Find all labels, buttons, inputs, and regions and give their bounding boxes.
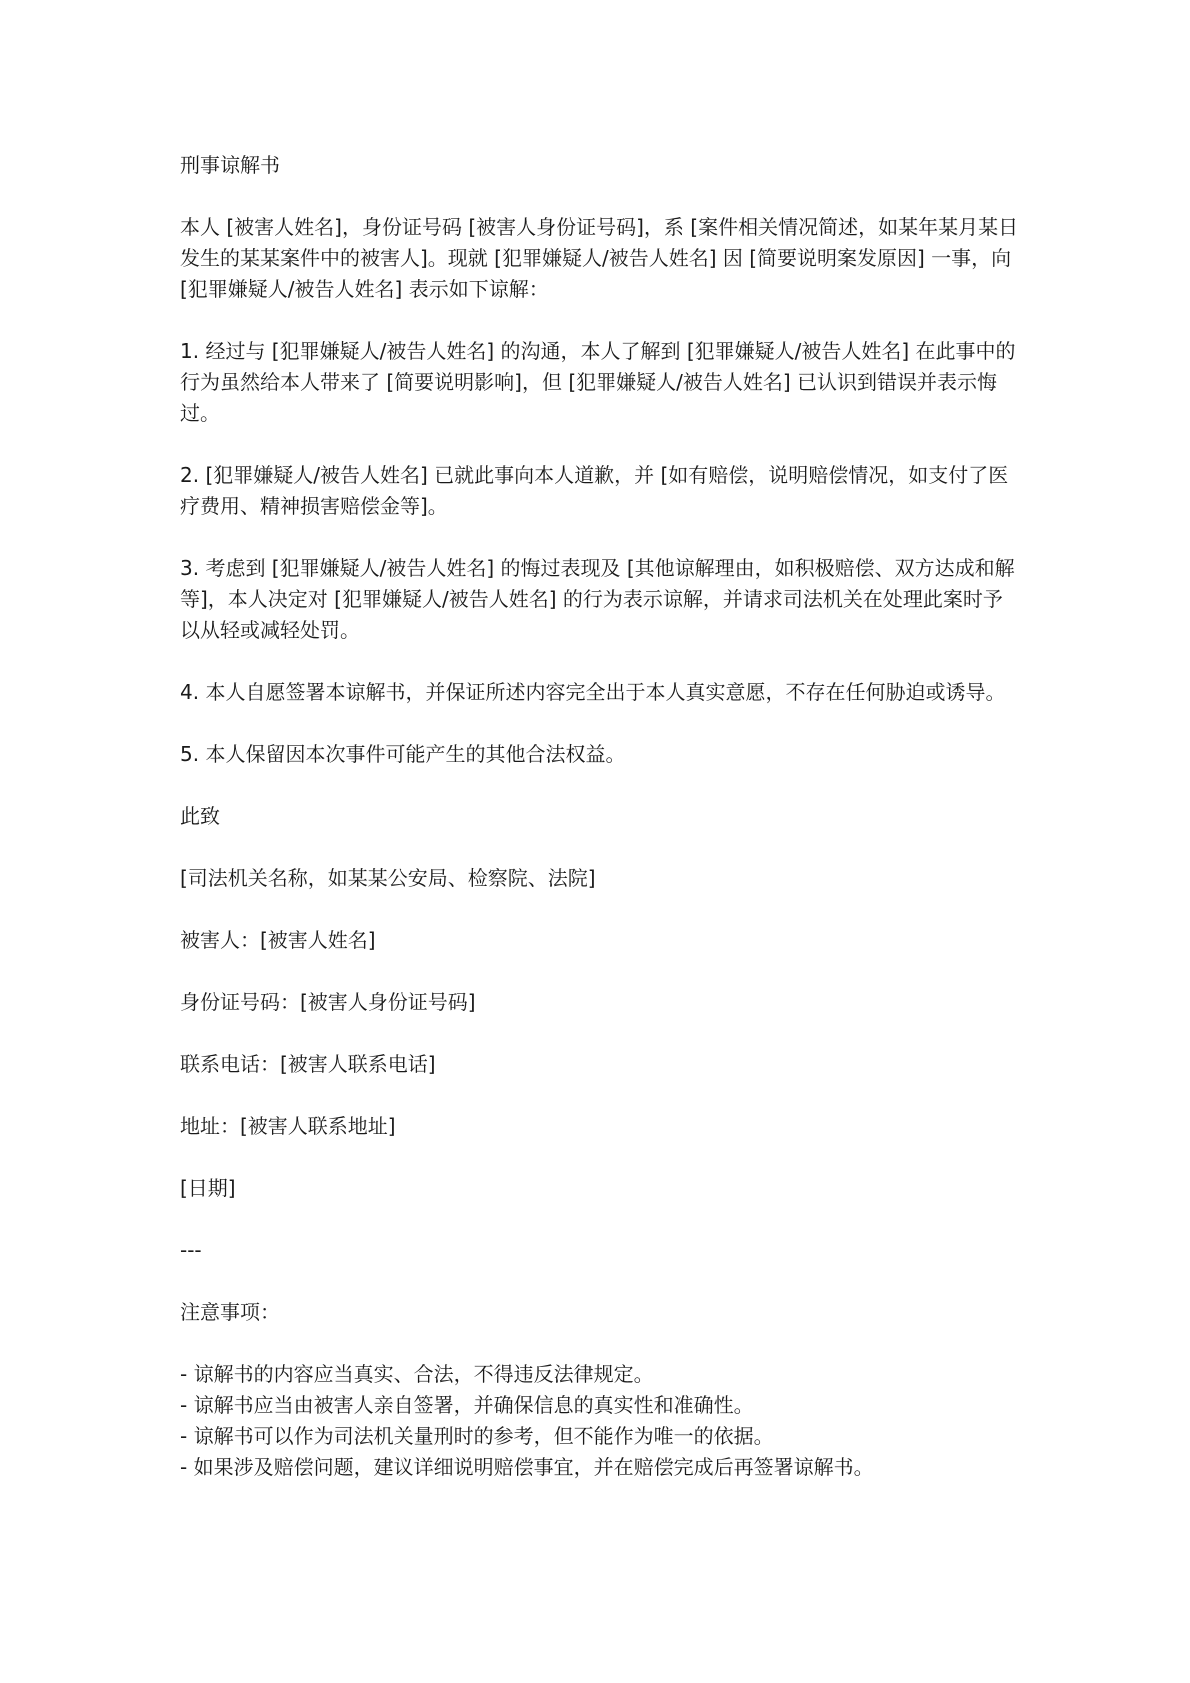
item-4: 4. 本人自愿签署本谅解书，并保证所述内容完全出于本人真实意愿，不存在任何胁迫或诱导。 — [180, 680, 1006, 704]
date-line: [日期] — [180, 1176, 236, 1200]
address-line: 地址：[被害人联系地址] — [180, 1114, 396, 1138]
item-5: 5. 本人保留因本次事件可能产生的其他合法权益。 — [180, 742, 626, 766]
note-item: - 如果涉及赔偿问题，建议详细说明赔偿事宜，并在赔偿完成后再签署谅解书。 — [180, 1455, 874, 1479]
salutation: 此致 — [180, 804, 220, 828]
id-number-line: 身份证号码：[被害人身份证号码] — [180, 990, 476, 1014]
item-1: 1. 经过与 [犯罪嫌疑人/被告人姓名] 的沟通，本人了解到 [犯罪嫌疑人/被告人姓名] 在此事中的行为虽然给本人带来了 [简要说明影响]，但 [犯罪嫌疑人/被告人姓名] 已认识到错误并表示悔过。 — [180, 339, 1016, 425]
document-title: 刑事谅解书 — [180, 153, 280, 177]
item-2: 2. [犯罪嫌疑人/被告人姓名] 已就此事向本人道歉，并 [如有赔偿，说明赔偿情况，如支付了医疗费用、精神损害赔偿金等]。 — [180, 463, 1009, 518]
note-item: - 谅解书的内容应当真实、合法，不得违反法律规定。 — [180, 1362, 654, 1386]
document-page — [180, 150, 1020, 1483]
notes-list — [180, 1359, 1020, 1483]
separator: --- — [180, 1238, 202, 1262]
intro-paragraph: 本人 [被害人姓名]，身份证号码 [被害人身份证号码]，系 [案件相关情况简述，如某年某月某日发生的某某案件中的被害人]。现就 [犯罪嫌疑人/被告人姓名] 因 [简要说明案发原因] 一事，向 [犯罪嫌疑人/被告人姓名] 表示如下谅解： — [180, 215, 1019, 301]
recipient: [司法机关名称，如某某公安局、检察院、法院] — [180, 866, 596, 890]
note-item: - 谅解书可以作为司法机关量刑时的参考，但不能作为唯一的依据。 — [180, 1424, 774, 1448]
phone-line: 联系电话：[被害人联系电话] — [180, 1052, 436, 1076]
victim-name-line: 被害人：[被害人姓名] — [180, 928, 376, 952]
notes-heading: 注意事项： — [180, 1300, 280, 1324]
item-3: 3. 考虑到 [犯罪嫌疑人/被告人姓名] 的悔过表现及 [其他谅解理由，如积极赔偿、双方达成和解等]，本人决定对 [犯罪嫌疑人/被告人姓名] 的行为表示谅解，并请求司法机关在处理此案时予以从轻或减轻处罚。 — [180, 556, 1015, 642]
note-item: - 谅解书应当由被害人亲自签署，并确保信息的真实性和准确性。 — [180, 1393, 754, 1417]
